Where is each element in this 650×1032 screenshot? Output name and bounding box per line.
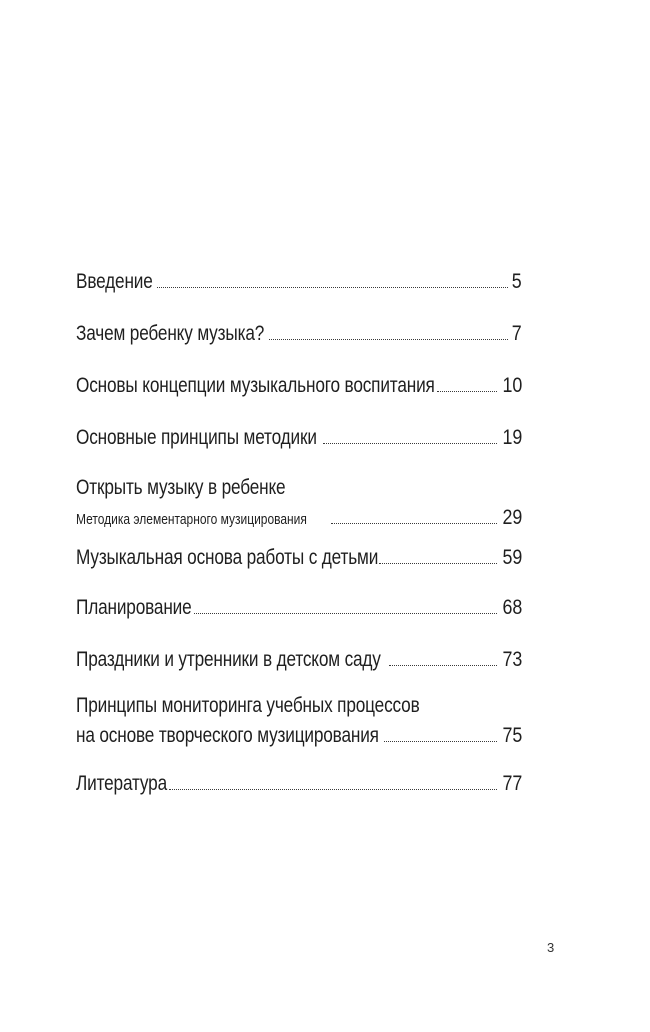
toc-entry-title: Праздники и утренники в детском саду: [76, 648, 381, 671]
page-number: 3: [547, 940, 555, 955]
dot-leader: [269, 338, 508, 340]
toc-entry-page: 7: [512, 322, 522, 345]
dot-leader: [437, 390, 497, 392]
dot-leader: [389, 664, 497, 666]
dot-leader: [194, 612, 497, 614]
toc-entry-title: Зачем ребенку музыка?: [76, 322, 265, 345]
toc-entry-page: 77: [502, 772, 522, 795]
toc-entry-page: 68: [502, 596, 522, 619]
toc-entry-title: Основные принципы методики: [76, 426, 317, 449]
dot-leader: [323, 442, 497, 444]
toc-entry-title: Музыкальная основа работы с детьми: [76, 546, 379, 569]
toc-entry-page: 10: [502, 374, 522, 397]
toc-entry-page: 75: [502, 724, 522, 747]
toc-entry-page: 5: [512, 270, 522, 293]
toc-entry-subtitle: Методика элементарного музицирования: [76, 511, 307, 528]
dot-leader: [157, 286, 508, 288]
toc-entry-method-principles[interactable]: [76, 426, 522, 456]
toc-entry-introduction[interactable]: [76, 270, 522, 300]
toc-entry-discover-music[interactable]: [76, 476, 522, 532]
toc-entry-title: Планирование: [76, 596, 192, 619]
dot-leader: [384, 740, 497, 742]
toc-entry-title: Основы концепции музыкального воспитания: [76, 374, 435, 397]
toc-entry-literature[interactable]: [76, 772, 522, 802]
toc-entry-page: 29: [502, 506, 522, 529]
dot-leader: [331, 522, 497, 524]
toc-entry-why-music[interactable]: [76, 322, 522, 352]
dot-leader: [169, 788, 497, 790]
toc-entry-concept-basics[interactable]: [76, 374, 522, 404]
toc-entry-holidays[interactable]: [76, 648, 522, 678]
toc-entry-page: 19: [502, 426, 522, 449]
dot-leader: [379, 562, 497, 564]
toc-entry-page: 59: [502, 546, 522, 569]
toc-entry-title: Литература: [76, 772, 167, 795]
toc-entry-page: 73: [502, 648, 522, 671]
toc-entry-title: Введение: [76, 270, 153, 293]
toc-entry-title: Принципы мониторинга учебных процессов: [76, 694, 420, 717]
toc-entry-title: Открыть музыку в ребенке: [76, 476, 286, 499]
toc-entry-monitoring-principles[interactable]: [76, 694, 522, 754]
toc-entry-title-line2: на основе творческого музицирования: [76, 724, 379, 747]
toc-entry-planning[interactable]: [76, 596, 522, 626]
toc-entry-musical-basis[interactable]: [76, 546, 522, 576]
